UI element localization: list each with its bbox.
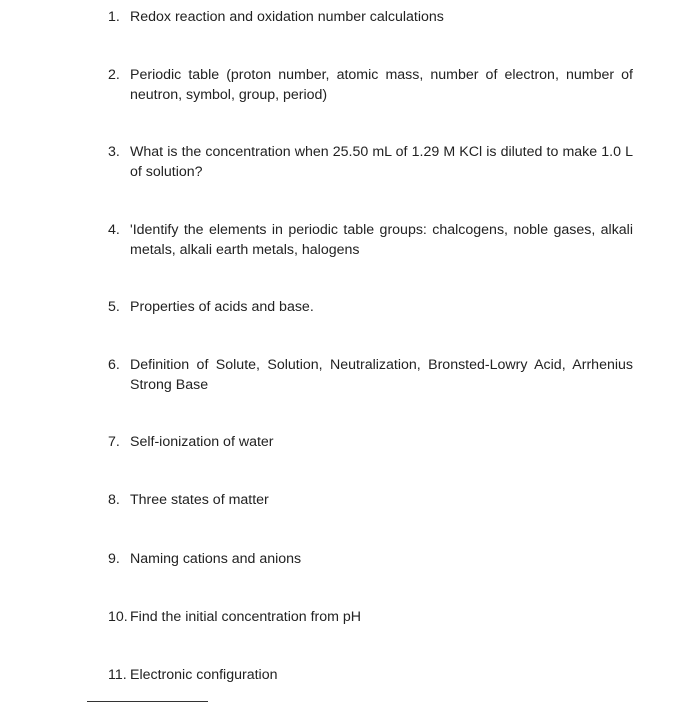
item-number: 5.	[108, 299, 120, 315]
list-item	[108, 298, 633, 318]
list-item	[108, 491, 633, 511]
list-item	[108, 143, 633, 182]
item-number: 9.	[108, 551, 120, 567]
list-item	[108, 8, 633, 28]
list-item	[108, 356, 633, 395]
item-number: 8.	[108, 492, 120, 508]
item-text: Electronic configuration	[130, 667, 278, 683]
list-item	[108, 608, 633, 628]
item-text: Self-ionization of water	[130, 434, 274, 450]
list-item	[108, 433, 633, 453]
item-text: Definition of Solute, Solution, Neutralization, Bronsted-Lowry Acid, Arrhenius Strong Base	[130, 357, 633, 393]
item-number: 6.	[108, 357, 120, 373]
list-item	[108, 550, 633, 570]
list-item	[108, 66, 633, 105]
item-text: Three states of matter	[130, 492, 269, 508]
item-number: 7.	[108, 434, 120, 450]
item-text: Periodic table (proton number, atomic mass, number of electron, number of neutron, symbol, group, period)	[130, 67, 633, 103]
item-number: 1.	[108, 9, 120, 25]
item-text: Redox reaction and oxidation number calculations	[130, 9, 444, 25]
item-text: Find the initial concentration from pH	[130, 609, 362, 625]
list-item	[108, 221, 633, 260]
item-text: Properties of acids and base.	[130, 299, 314, 315]
item-text: What is the concentration when 25.50 mL of 1.29 M KCl is diluted to make 1.0 L of solution?	[130, 144, 633, 180]
item-text: 'Identify the elements in periodic table groups: chalcogens, noble gases, alkali metals, alkali earth metals, halogens	[130, 222, 633, 258]
item-number: 4.	[108, 222, 120, 238]
list-item	[108, 666, 633, 686]
item-number: 3.	[108, 144, 120, 160]
item-number: 11.	[108, 667, 127, 683]
item-text: Naming cations and anions	[130, 551, 302, 567]
item-number: 10.	[108, 609, 128, 625]
item-number: 2.	[108, 67, 120, 83]
footnote-divider	[87, 701, 208, 702]
